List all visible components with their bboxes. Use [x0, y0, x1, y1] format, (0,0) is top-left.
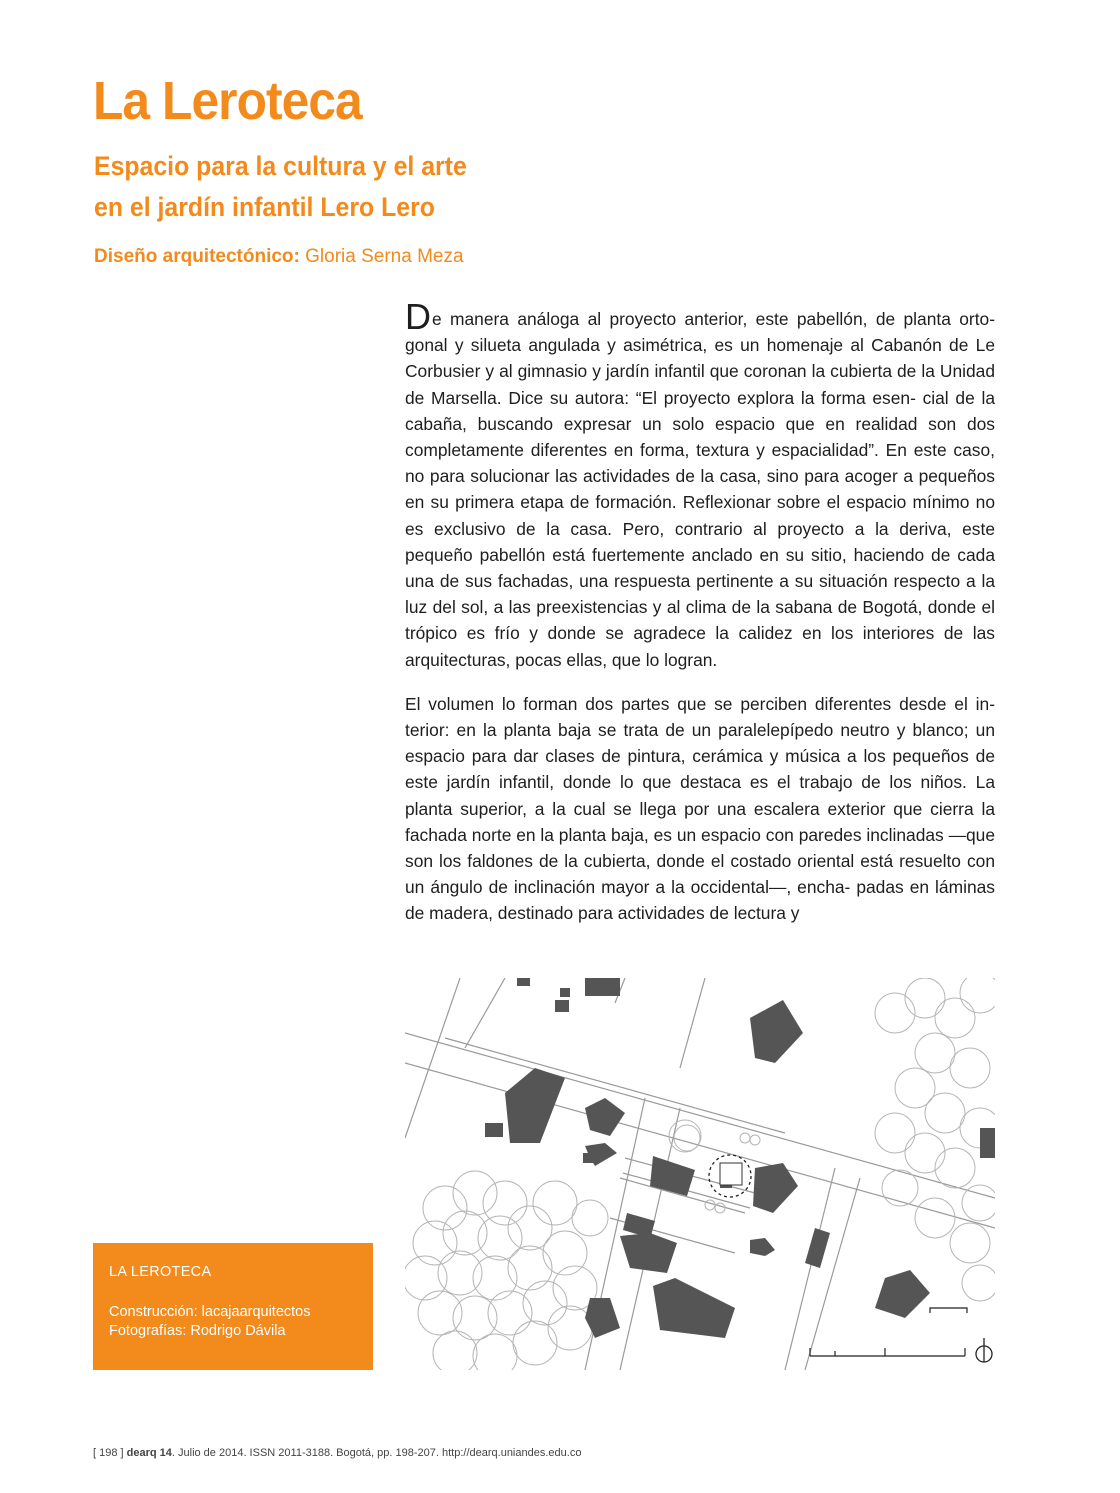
site-plan-drawing — [405, 978, 995, 1370]
photo-credit: Fotografías: Rodrigo Dávila — [109, 1323, 286, 1339]
info-box-title: LA LEROTECA — [109, 1264, 212, 1280]
journal-name: dearq 14 — [126, 1447, 172, 1459]
citation-details: . Julio de 2014. ISSN 2011-3188. Bogotá, pp. 198-207. http://dearq.uniandes.edu.co — [171, 1447, 582, 1459]
north-arrow-icon — [976, 1338, 992, 1362]
project-info-box — [93, 1243, 373, 1370]
design-credit — [94, 246, 464, 268]
credit-value: Gloria Serna Meza — [305, 246, 464, 267]
article-subtitle — [94, 146, 467, 228]
credit-label: Diseño arquitectónico: — [94, 246, 300, 267]
article-title: La Leroteca — [93, 71, 362, 131]
subtitle-line-2: en el jardín infantil Lero Lero — [94, 192, 435, 222]
construction-credit: Construcción: lacajaarquitectos — [109, 1304, 311, 1320]
paragraph-1 — [405, 296, 995, 673]
paragraph-1-text: e manera análoga al proyecto anterior, este pabellón, de planta orto- gonal y silueta angulada y asimétrica, es un homenaje al Cabanón de Le Corbusier y al gimnasio y jardín infantil que coronan la cubierta de la Unidad de Marsella. Dice su autora: “El proyecto explora la forma esen- cial de la cabaña, buscando expresar un solo espacio que en realidad son dos completamente diferentes en forma, textura y espacialidad”. En este caso, no para solucionar las actividades de la casa, sino para acoger a pequeños en su primera etapa de formación. Reflexionar sobre el espacio mínimo no es exclusivo de la casa. Pero, contrario al proyecto a la deriva, este pequeño pabellón está fuertemente anclado en su sitio, haciendo de cada una de sus fachadas, una respuesta pertinente a su situación respecto a la luz del sol, a las preexistencias y al clima de la sabana de Bogotá, donde el trópico es frío y donde se agradece la calidez en los interiores de las arquitecturas, pocas ellas, que lo logran. — [405, 309, 995, 670]
page-footer — [93, 1447, 581, 1459]
page-number: [ 198 ] — [93, 1447, 124, 1459]
subtitle-line-1: Espacio para la cultura y el arte — [94, 151, 467, 181]
drop-cap: D — [405, 296, 431, 337]
article-body — [405, 296, 995, 945]
site-plan-figure — [405, 978, 995, 1370]
paragraph-2: El volumen lo forman dos partes que se perciben diferentes desde el in- terior: en la planta baja se trata de un paralelepípedo neutro y blanco; un espacio para dar clases de pintura, cerámica y música a los pequeños de este jardín infantil, donde lo que destaca es el trabajo de los niños. La planta superior, a la cual se llega por una escalera exterior que cierra la fachada norte en la planta baja, es un espacio con paredes inclinadas —que son los faldones de la cubierta, donde el costado oriental está resuelto con un ángulo de inclinación mayor a la occidental—, encha- padas en láminas de madera, destinado para actividades de lectura y — [405, 693, 995, 924]
